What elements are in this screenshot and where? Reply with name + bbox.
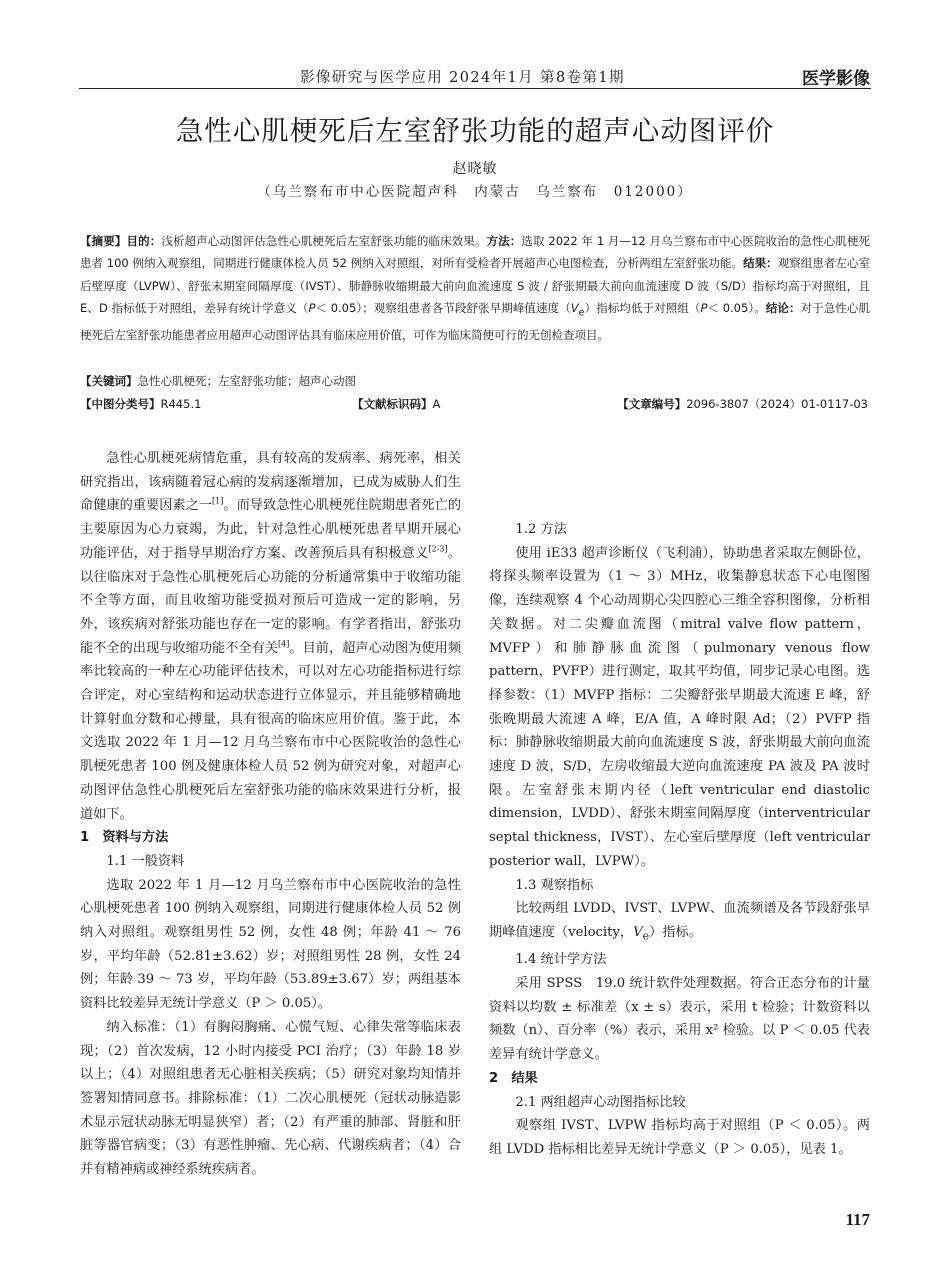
result-label: 结果： [743, 256, 778, 271]
header-rule [79, 88, 871, 89]
doc-value: A [432, 397, 441, 411]
paragraph: 使用 iE33 超声诊断仪（飞利浦），协助患者采取左侧卧位，将探头频率设置为（1 ～ 3）MHz，收集静息状态下心电图图像，连续观察 4 个心动周期心尖四腔心三维全容积图像，分析相关数据。对二尖瓣血流图（mitral valve flow pattern，MVFP）和肺静脉血流图（pulmonary venous flow pattern，PVFP）进行测定，取其平均值，同步记录心电图。选择参数：（1）MVFP 指标：二尖瓣舒张早期最大流速 E 峰，舒张晚期最大流速 A 峰，E/A 值，A 峰时限 Ad；（2）PVFP 指标：肺静脉收缩期最大前向血流速度 S 波，舒张期最大前向血流速度 D 波，S/D，左房收缩最大逆向血流速度 PA 波及 PA 波时限。左室舒张末期内径（left ventricular end diastolic dimension，LVDD）、舒张末期室间隔厚度（interventricular septal thickness，IVST）、左心室后壁厚度（left ventricular posterior wall，LVPW）。 [489, 545, 870, 869]
citation: [1] [212, 497, 224, 507]
paragraph: 采用 SPSS 19.0 统计软件处理数据。符合正态分布的计量资料以均数 ± 标准差（x ± s）表示，采用 t 检验；计数资料以频数（n）、百分率（%）表示，采用 x² 检验。以 P ＜ 0.05 代表差异有统计学意义。 [489, 976, 870, 1063]
subsection-heading: 1.4 统计学方法 [515, 952, 607, 968]
result-text-a: 观察组患者左心室后壁厚度（LVPW）、舒张末期室间隔厚度（IVST）、肺静脉收缩期最大前向血流速度 S 波 / 舒张期最大前向血流速度 D 波（S/D）指标均高于对照组，且 E、D 指标低于对照组，差异有统计学意义（ [80, 256, 870, 315]
section-heading: 1 资料与方法 [80, 830, 169, 846]
keywords [80, 370, 870, 392]
p-symbol: P [700, 300, 708, 315]
article-number [617, 393, 868, 415]
intro-paragraph: 急性心肌梗死病情危重，具有较高的发病率、病死率，相关研究指出，该病随着冠心病的发病逐渐增加，已成为威胁人们生命健康的重要因素之一[1]。而导致急性心肌梗死住院期患者死亡的主要原因为心力衰竭，为此，针对急性心肌梗死患者早期开展心功能评估，对于指导早期治疗方案、改善预后具有积极意义[2-3]。以往临床对于急性心肌梗死后心功能的分析通常集中于收缩功能不全等方面，而且收缩功能受损对预后可造成一定的影响，另外，该疾病对舒张功能也存在一定的影响。有学者指出，舒张功能不全的出现与收缩功能不全有关[4]。目前，超声心动图为使用频率比较高的一种左心功能评估技术，可以对左心功能指标进行综合评定，对心室结构和运动状态进行立体显示，并且能够精确地计算射血分数和心搏量，具有很高的临床应用价值。鉴于此，本文选取 2022 年 1 月—12 月乌兰察布市中心医院收治的急性心肌梗死患者 100 例及健康体检人员 52 例为研究对象，对超声心动图评估急性心肌梗死后左室舒张功能的临床效果进行分析，报道如下。 [80, 451, 462, 822]
document-code [352, 393, 440, 415]
objective-label: 目的： [126, 234, 162, 248]
section-heading: 2 结果 [489, 1070, 538, 1086]
result-text-b: ＜ 0.05）；观察组患者各节段舒张早期峰值速度（ [315, 300, 571, 315]
method-text: 选取 2022 年 1 月—12 月乌兰察布市中心医院收治的急性心肌梗死患者 100 例纳入观察组，同期进行健康体检人员 52 例纳入对照组，对所有受检者开展超声心电图检查，分析两组左室舒张功能。 [80, 234, 871, 271]
author: 赵晓敏 [452, 161, 498, 177]
subsection-heading: 1.3 观察指标 [515, 877, 594, 893]
conclusion-label: 结论： [765, 300, 801, 315]
paragraph: 选取 2022 年 1 月—12 月乌兰察布市中心医院收治的急性心肌梗死患者 100 例纳入观察组，同期进行健康体检人员 52 例纳入对照组。观察组男性 52 例，女性 48 例；年龄 41 ～ 76 岁，平均年龄（52.81±3.62）岁；对照组男性 28 例，女性 24 例；年龄 39 ～ 73 岁，平均年龄（53.89±3.67）岁；两组基本资料比较差异无统计学意义（P ＞ 0.05）。 [80, 877, 461, 1012]
keywords-label: 【关键词】 [80, 374, 138, 388]
ve-subscript: e [578, 307, 585, 319]
paragraph: 观察组 IVST、LVPW 指标均高于对照组（P ＜ 0.05）。两组 LVDD 指标相比差异无统计学意义（P ＞ 0.05），见表 1。 [489, 1118, 870, 1157]
ve-symbol: V [570, 300, 579, 315]
clc-number [80, 393, 201, 415]
subsection-heading: 1.2 方法 [515, 522, 567, 537]
abstract [80, 230, 870, 347]
page-number: 117 [845, 1210, 870, 1229]
doc-label: 【文献标识码】 [352, 397, 433, 411]
result-text-d: ＜ 0.05）。 [707, 300, 766, 315]
paragraph: 纳入标准：（1）有胸闷胸痛、心慌气短、心律失常等临床表现；（2）首次发病，12 小时内接受 PCI 治疗；（3）年龄 18 岁以上；（4）对照组患者无心脏相关疾病；（5）研究对象均知情并签署知情同意书。排除标准：（1）二次心肌梗死（冠状动脉造影术显示冠状动脉无明显狭窄）者；（2）有严重的肺部、肾脏和肝脏等器官病变；（3）有恶性肿瘤、先心病、代谢疾病者；（4）合并有精神病或神经系统疾病者。 [80, 1019, 461, 1178]
subsection-heading: 2.1 两组超声心动图指标比较 [515, 1094, 686, 1110]
conclusion-text: 对于急性心肌梗死后左室舒张功能患者应用超声心动图评估具有临床应用价值，可作为临床简便可行的无创检查项目。 [80, 300, 871, 343]
paragraph: 比较两组 LVDD、IVST、LVPW、血流频谱及各节段舒张早期峰值速度（velocity，$V_e$）指标。 [489, 901, 870, 943]
citation: [4] [278, 639, 290, 649]
affiliation: （乌兰察布市中心医院超声科 内蒙古 乌兰察布 012000） [257, 184, 693, 200]
section-label: 医学影像 [802, 69, 870, 89]
art-label: 【文章编号】 [617, 397, 687, 411]
clc-label: 【中图分类号】 [80, 397, 161, 411]
journal-header: 影像研究与医学应用 2024年1月 第8卷第1期 [300, 70, 625, 86]
abstract-label: 【摘要】 [80, 234, 127, 248]
body-column-right [489, 447, 870, 1162]
clc-value: R445.1 [160, 397, 202, 411]
article-title: 急性心肌梗死后左室舒张功能的超声心动图评价 [175, 115, 775, 147]
subsection-heading: 1.1 一般资料 [106, 853, 185, 869]
objective-text: 浅析超声心动图评估急性心肌梗死后左室舒张功能的临床效果。 [161, 234, 487, 248]
body-column-left [80, 447, 461, 1182]
method-label: 方法： [486, 234, 522, 248]
result-text-c: ）指标均低于对照组（ [584, 300, 701, 315]
citation: [2-3] [428, 544, 448, 554]
keywords-text: 急性心肌梗死；左室舒张功能；超声心动图 [137, 374, 356, 388]
art-value: 2096-3807（2024）01-0117-03 [686, 397, 868, 411]
p-symbol: P [308, 300, 316, 315]
